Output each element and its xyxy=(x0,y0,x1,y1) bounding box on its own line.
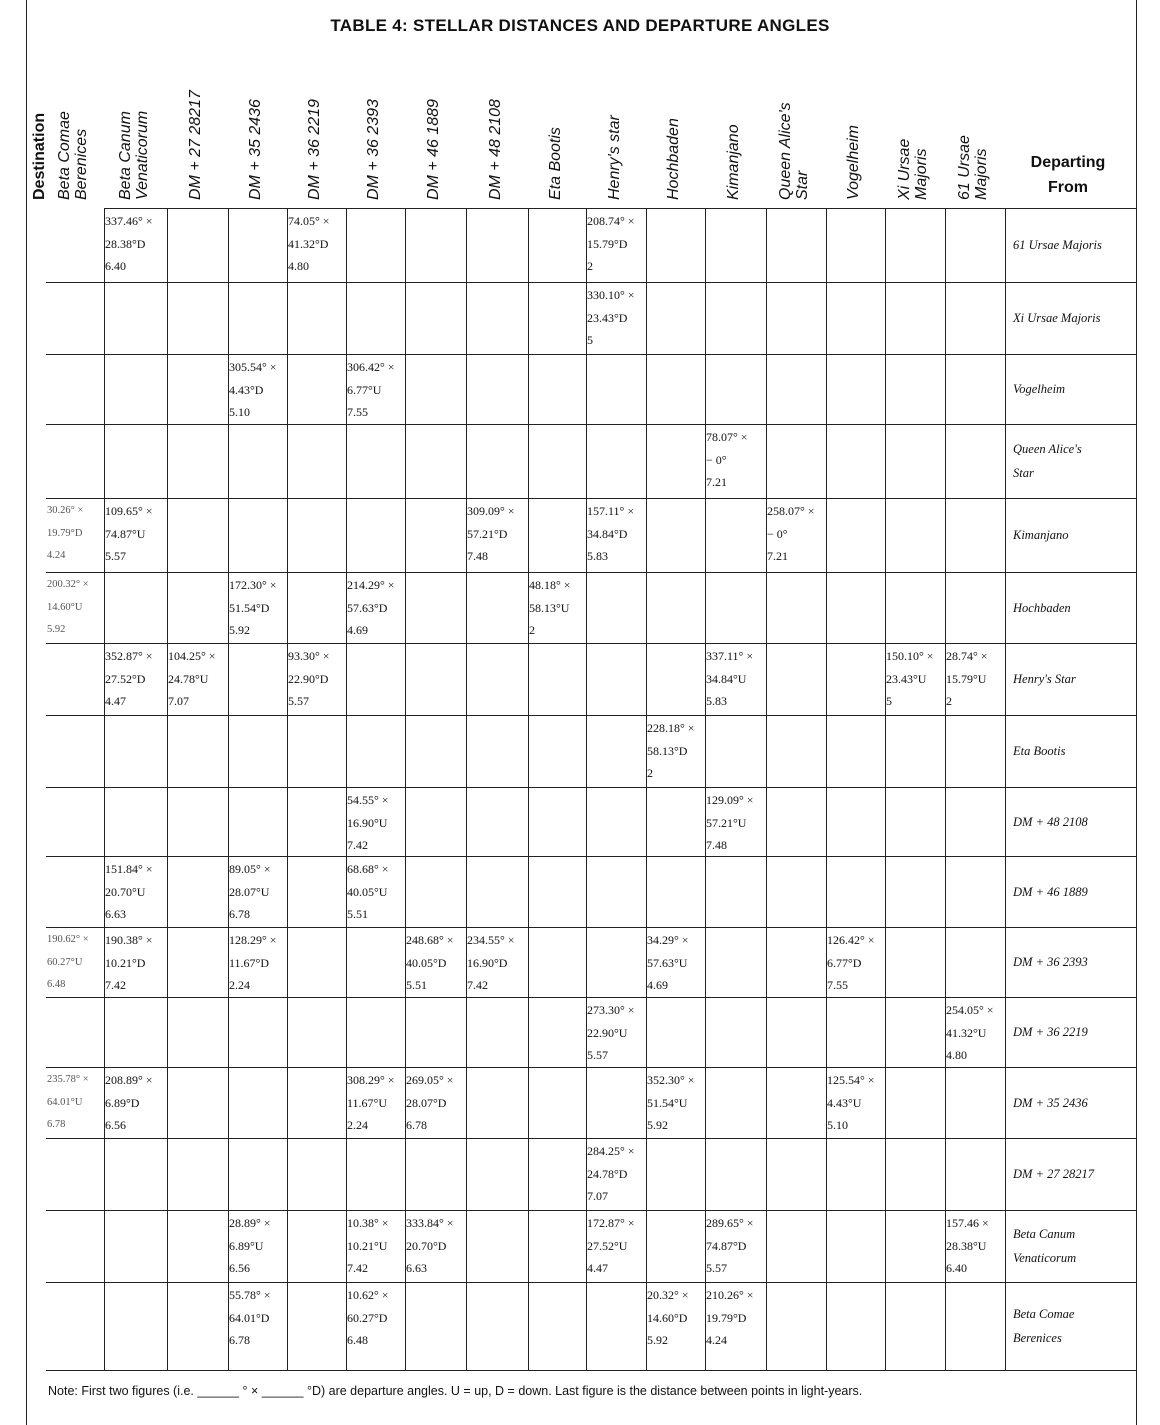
column-header: Beta Comae Berenices xyxy=(56,111,90,200)
row-label: Beta Comae Berenices xyxy=(1013,1307,1075,1345)
table-cell: 34.29° × 57.63°U 4.69 xyxy=(647,933,689,992)
table-cell: 54.55° × 16.90°U 7.42 xyxy=(347,793,389,852)
column-header: DM + 35 2436 xyxy=(247,99,264,200)
row-label: Henry's Star xyxy=(1013,672,1076,686)
table-cell: 109.65° × 74.87°U 5.57 xyxy=(105,504,153,563)
row-label: DM + 46 1889 xyxy=(1013,884,1088,899)
row-divider xyxy=(46,643,1137,644)
column-divider xyxy=(287,208,288,1370)
table-cell: 208.74° × 15.79°D 2 xyxy=(587,214,635,273)
table-cell: 150.10° × 23.43°U 5 xyxy=(886,649,934,708)
table-cell: 10.38° × 10.21°U 7.42 xyxy=(347,1216,389,1275)
column-header: 61 Ursae Majoris xyxy=(956,135,990,200)
table-cell: 28.89° × 6.89°U 6.56 xyxy=(229,1216,271,1275)
table-cell: 289.65° × 74.87°D 5.57 xyxy=(706,1216,754,1275)
table-cell: 48.18° × 58.13°U 2 xyxy=(529,578,571,637)
table-cell: 93.30° × 22.90°D 5.57 xyxy=(288,649,330,708)
table-footnote: Note: First two figures (i.e. ______ ° × ______ °D) are departure angles. U = up, D = down. Last figure is the distance between points in light-years. xyxy=(48,1384,863,1398)
row-label: 61 Ursae Majoris xyxy=(1013,238,1102,252)
destination-header: Destination xyxy=(31,112,48,200)
column-header: DM + 46 1889 xyxy=(425,99,442,200)
table-cell: 306.42° × 6.77°U 7.55 xyxy=(347,360,395,419)
table-cell: 172.87° × 27.52°U 4.47 xyxy=(587,1216,635,1275)
column-header: DM + 36 2393 xyxy=(365,99,382,200)
table-cell: 125.54° × 4.43°U 5.10 xyxy=(827,1073,875,1132)
table-cell: 126.42° × 6.77°D 7.55 xyxy=(827,933,875,992)
column-divider xyxy=(945,208,946,1370)
table-cell: 190.62° × 60.27°U 6.48 xyxy=(47,934,89,990)
table-cell: 210.26° × 19.79°D 4.24 xyxy=(706,1288,754,1347)
table-cell: 30.26° × 19.79°D 4.24 xyxy=(47,505,84,561)
page-title: TABLE 4: STELLAR DISTANCES AND DEPARTURE ANGLES xyxy=(330,16,830,35)
row-label: Queen Alice's Star xyxy=(1013,442,1082,480)
table-cell: 104.25° × 24.78°U 7.07 xyxy=(168,649,216,708)
column-divider xyxy=(167,208,168,1370)
table-cell: 337.46° × 28.38°D 6.40 xyxy=(105,214,153,273)
table-cell: 128.29° × 11.67°D 2.24 xyxy=(229,933,277,992)
table-cell: 157.11° × 34.84°D 5.83 xyxy=(587,504,635,563)
column-divider xyxy=(646,208,647,1370)
table-cell: 214.29° × 57.63°D 4.69 xyxy=(347,578,395,637)
row-label: Kimanjano xyxy=(1013,528,1069,542)
column-header: Hochbaden xyxy=(665,118,682,200)
row-divider xyxy=(46,715,1137,716)
table-cell: 337.11° × 34.84°U 5.83 xyxy=(706,649,754,708)
page-right-border xyxy=(1136,0,1137,1425)
table-cell: 78.07° × − 0° 7.21 xyxy=(706,430,748,489)
column-divider xyxy=(405,208,406,1370)
table-cell: 305.54° × 4.43°D 5.10 xyxy=(229,360,277,419)
column-header: Xi Ursae Majoris xyxy=(896,138,930,200)
row-divider xyxy=(46,1067,1137,1068)
row-divider xyxy=(46,1370,1137,1371)
table-cell: 308.29° × 11.67°U 2.24 xyxy=(347,1073,395,1132)
row-label: DM + 36 2219 xyxy=(1013,1025,1088,1039)
column-header: Vogelheim xyxy=(845,124,862,200)
row-divider xyxy=(46,498,1137,499)
row-divider xyxy=(46,787,1137,788)
row-divider xyxy=(46,856,1137,857)
departing-from-header: Departing From xyxy=(1030,154,1106,196)
row-divider xyxy=(46,354,1137,355)
column-divider xyxy=(466,208,467,1370)
row-divider xyxy=(104,208,1137,209)
row-divider xyxy=(46,572,1137,573)
column-divider xyxy=(528,208,529,1370)
table-cell: 333.84° × 20.70°D 6.63 xyxy=(406,1216,454,1275)
table-cell: 74.05° × 41.32°D 4.80 xyxy=(288,214,330,273)
table-cell: 20.32° × 14.60°D 5.92 xyxy=(647,1288,689,1347)
column-header: Eta Bootis xyxy=(546,127,564,200)
table-cell: 55.78° × 64.01°D 6.78 xyxy=(229,1288,271,1347)
column-header: Beta Canum Venaticorum xyxy=(116,110,151,200)
table-cell: 129.09° × 57.21°U 7.48 xyxy=(706,793,754,852)
table-cell: 309.09° × 57.21°D 7.48 xyxy=(467,504,515,563)
row-label: Beta Canum Venaticorum xyxy=(1013,1227,1077,1265)
table-cell: 208.89° × 6.89°D 6.56 xyxy=(105,1073,153,1132)
row-divider xyxy=(46,1282,1137,1283)
row-divider xyxy=(46,1210,1137,1211)
column-header: DM + 36 2219 xyxy=(306,99,323,200)
column-header: Henry's star xyxy=(605,115,623,200)
row-divider xyxy=(46,1138,1137,1139)
column-header: Kimanjano xyxy=(725,124,742,200)
table-cell: 89.05° × 28.07°U 6.78 xyxy=(229,862,271,921)
table-cell: 157.46 × 28.38°U 6.40 xyxy=(946,1216,989,1275)
row-label: DM + 48 2108 xyxy=(1013,814,1088,829)
row-label: Hochbaden xyxy=(1013,600,1071,615)
table-cell: 235.78° × 64.01°U 6.78 xyxy=(47,1074,89,1130)
table-cell: 172.30° × 51.54°D 5.92 xyxy=(229,578,277,637)
page-left-border xyxy=(26,0,27,1425)
row-label: DM + 27 28217 xyxy=(1013,1167,1094,1181)
column-divider xyxy=(104,208,105,1370)
row-label: DM + 36 2393 xyxy=(1013,955,1088,969)
row-divider xyxy=(46,282,1137,283)
table-cell: 352.87° × 27.52°D 4.47 xyxy=(105,649,153,708)
table-cell: 258.07° × − 0° 7.21 xyxy=(767,504,815,563)
table-cell: 151.84° × 20.70°U 6.63 xyxy=(105,862,153,921)
table-cell: 330.10° × 23.43°D 5 xyxy=(587,288,635,347)
table-cell: 28.74° × 15.79°U 2 xyxy=(946,649,988,708)
row-label: DM + 35 2436 xyxy=(1013,1095,1088,1110)
row-divider xyxy=(46,927,1137,928)
column-header: DM + 27 28217 xyxy=(187,90,204,200)
table-cell: 68.68° × 40.05°U 5.51 xyxy=(347,862,389,921)
column-header: DM + 48 2108 xyxy=(486,99,504,200)
table-cell: 248.68° × 40.05°D 5.51 xyxy=(406,933,454,992)
table-cell: 352.30° × 51.54°U 5.92 xyxy=(647,1073,695,1132)
column-header: Queen Alice's Star xyxy=(777,102,811,200)
row-divider xyxy=(46,997,1137,998)
table-cell: 254.05° × 41.32°U 4.80 xyxy=(946,1003,994,1062)
table-cell: 234.55° × 16.90°D 7.42 xyxy=(467,933,515,992)
column-divider xyxy=(826,208,827,1370)
column-divider xyxy=(1005,208,1006,1370)
table-cell: 10.62° × 60.27°D 6.48 xyxy=(347,1288,389,1347)
row-label: Vogelheim xyxy=(1013,382,1066,396)
table-cell: 273.30° × 22.90°U 5.57 xyxy=(587,1003,635,1062)
column-divider xyxy=(885,208,886,1370)
row-label: Xi Ursae Majoris xyxy=(1013,311,1101,325)
table-cell: 228.18° × 58.13°D 2 xyxy=(647,721,695,780)
table-cell: 269.05° × 28.07°D 6.78 xyxy=(406,1073,454,1132)
column-divider xyxy=(766,208,767,1370)
table-cell: 284.25° × 24.78°D 7.07 xyxy=(587,1144,635,1203)
table-cell: 200.32° × 14.60°U 5.92 xyxy=(47,579,89,635)
table-cell: 190.38° × 10.21°D 7.42 xyxy=(105,933,153,992)
row-label: Eta Bootis xyxy=(1013,744,1066,758)
row-divider xyxy=(46,424,1137,425)
